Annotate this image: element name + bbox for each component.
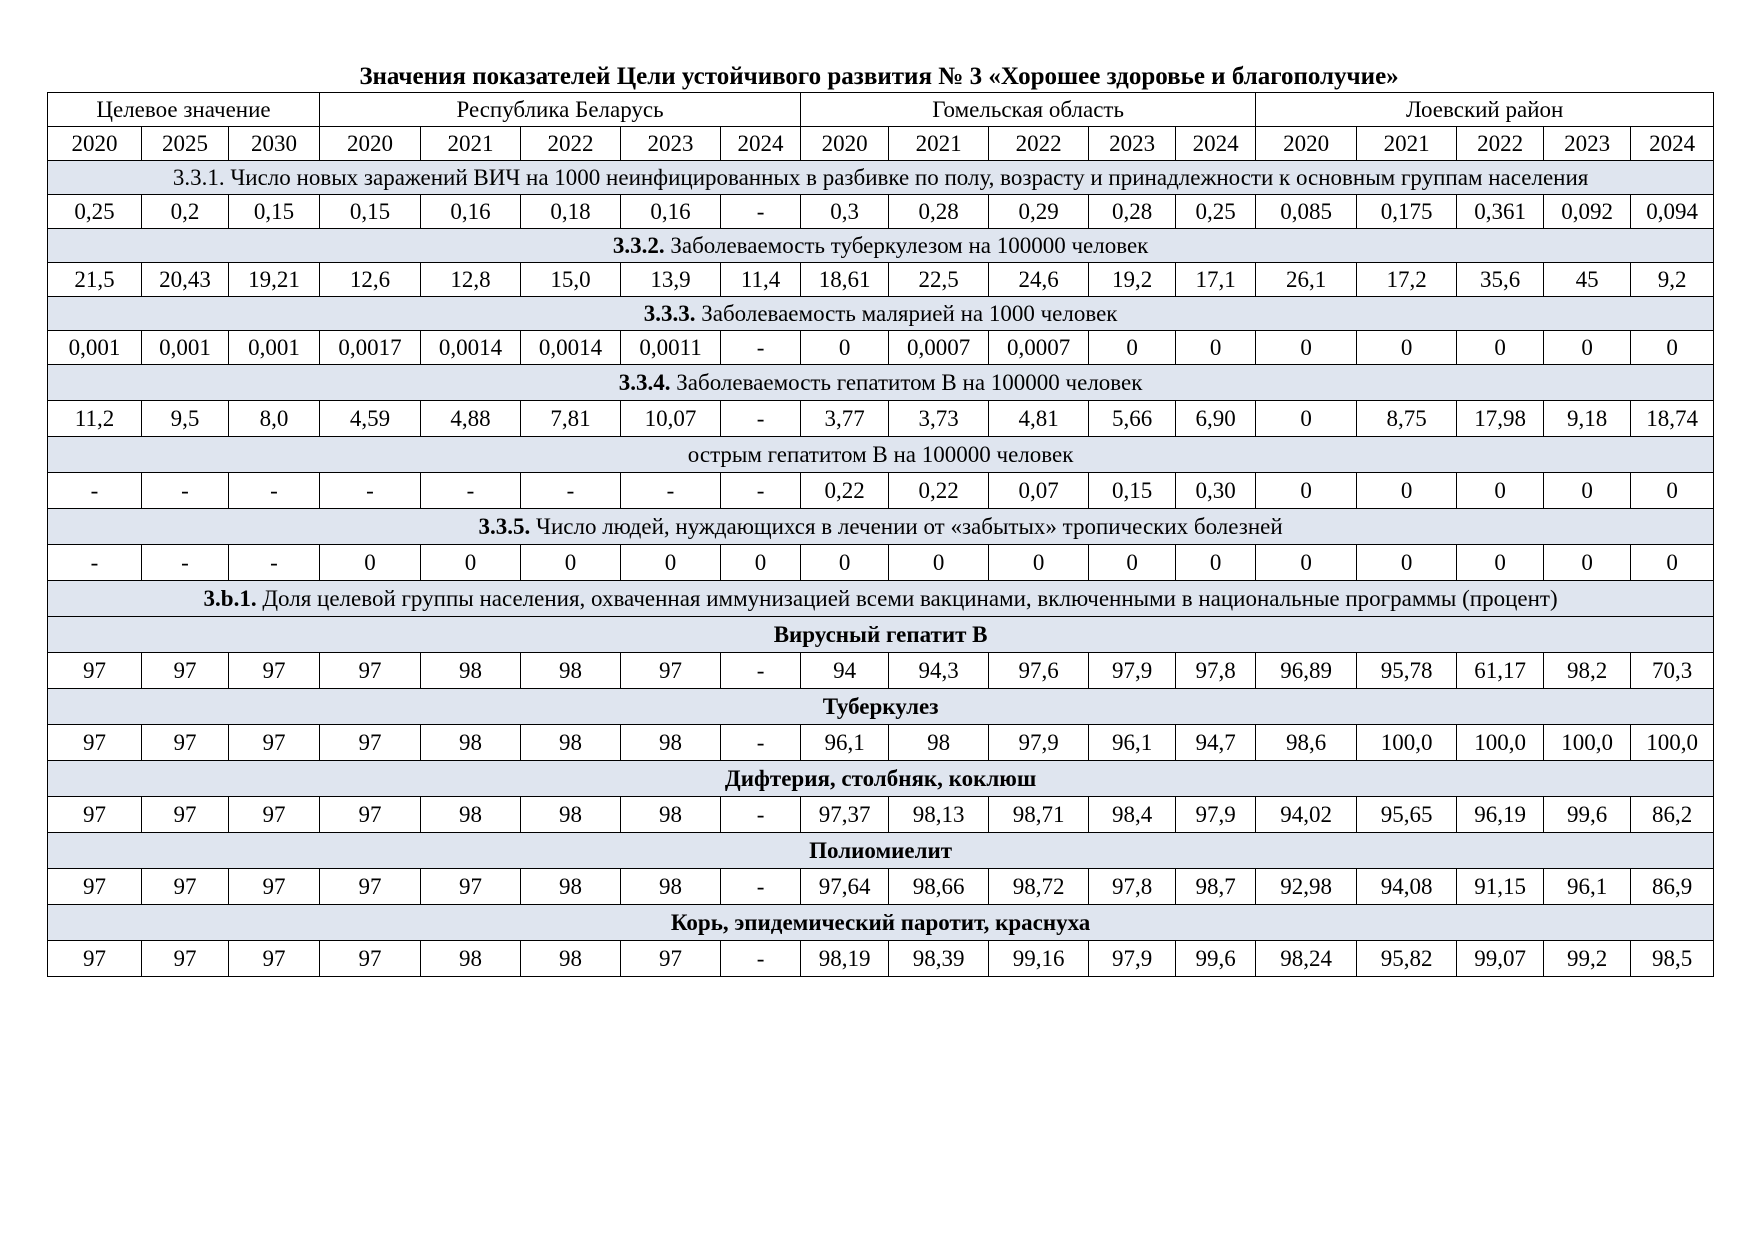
value-cell: 97 bbox=[229, 797, 320, 833]
value-cell: 17,1 bbox=[1176, 263, 1256, 297]
value-cell: 4,81 bbox=[989, 401, 1089, 437]
group-header: Целевое значение bbox=[48, 93, 320, 127]
value-cell: 97 bbox=[48, 797, 142, 833]
value-cell: 22,5 bbox=[889, 263, 989, 297]
value-cell: - bbox=[621, 473, 721, 509]
value-row bbox=[48, 195, 1714, 229]
indicator-text: Заболеваемость малярией на 1000 человек bbox=[695, 300, 1118, 326]
value-cell: 98 bbox=[521, 725, 621, 761]
section-heading bbox=[48, 297, 1714, 331]
value-cell: 0,2 bbox=[142, 195, 229, 229]
value-cell: - bbox=[142, 473, 229, 509]
section-row bbox=[48, 833, 1714, 869]
group-header: Лоевский район bbox=[1256, 93, 1714, 127]
value-cell: 21,5 bbox=[48, 263, 142, 297]
value-cell: 17,98 bbox=[1457, 401, 1544, 437]
indicator-code: 3.3.3. bbox=[643, 300, 696, 326]
value-cell: 45 bbox=[1544, 263, 1631, 297]
value-cell: 20,43 bbox=[142, 263, 229, 297]
value-cell: 0,29 bbox=[989, 195, 1089, 229]
value-cell: 3,77 bbox=[801, 401, 889, 437]
value-cell: 99,16 bbox=[989, 941, 1089, 977]
value-row bbox=[48, 545, 1714, 581]
value-cell: 8,75 bbox=[1357, 401, 1457, 437]
value-cell: 0 bbox=[721, 545, 801, 581]
value-cell: 11,4 bbox=[721, 263, 801, 297]
value-cell: 97,64 bbox=[801, 869, 889, 905]
value-cell: - bbox=[521, 473, 621, 509]
value-cell: 0,085 bbox=[1256, 195, 1357, 229]
value-cell: 0,3 bbox=[801, 195, 889, 229]
value-cell: 61,17 bbox=[1457, 653, 1544, 689]
value-cell: 0,15 bbox=[229, 195, 320, 229]
value-cell: 0,25 bbox=[1176, 195, 1256, 229]
value-cell: 98 bbox=[521, 869, 621, 905]
value-cell: 0 bbox=[320, 545, 421, 581]
section-heading bbox=[48, 509, 1714, 545]
indicator-code: 3.3.5. bbox=[478, 513, 531, 539]
value-row bbox=[48, 653, 1714, 689]
value-cell: 86,9 bbox=[1631, 869, 1714, 905]
value-cell: 95,65 bbox=[1357, 797, 1457, 833]
year-header: 2022 bbox=[521, 127, 621, 161]
value-row bbox=[48, 797, 1714, 833]
indicator-text: Заболеваемость гепатитом В на 100000 человек bbox=[670, 369, 1143, 395]
indicator-code: 3.3.2. bbox=[612, 232, 665, 258]
year-header: 2021 bbox=[1357, 127, 1457, 161]
value-cell: 19,21 bbox=[229, 263, 320, 297]
value-cell: 99,07 bbox=[1457, 941, 1544, 977]
value-cell: 98,19 bbox=[801, 941, 889, 977]
section-row bbox=[48, 229, 1714, 263]
value-cell: 0,22 bbox=[889, 473, 989, 509]
value-cell: 97 bbox=[320, 797, 421, 833]
value-cell: 98 bbox=[421, 941, 521, 977]
value-cell: 98,66 bbox=[889, 869, 989, 905]
value-cell: 0 bbox=[521, 545, 621, 581]
value-cell: 97 bbox=[142, 797, 229, 833]
value-cell: 11,2 bbox=[48, 401, 142, 437]
value-cell: 97 bbox=[229, 941, 320, 977]
value-cell: 0 bbox=[1256, 401, 1357, 437]
value-cell: 26,1 bbox=[1256, 263, 1357, 297]
value-cell: 100,0 bbox=[1544, 725, 1631, 761]
value-cell: 94,7 bbox=[1176, 725, 1256, 761]
year-header: 2030 bbox=[229, 127, 320, 161]
value-cell: 97,9 bbox=[1176, 797, 1256, 833]
value-cell: 97 bbox=[229, 869, 320, 905]
value-cell: 100,0 bbox=[1457, 725, 1544, 761]
value-cell: 96,1 bbox=[1089, 725, 1176, 761]
section-heading bbox=[48, 581, 1714, 617]
value-cell: 0 bbox=[1256, 331, 1357, 365]
indicator-text: Заболеваемость туберкулезом на 100000 человек bbox=[664, 232, 1149, 258]
value-cell: 98,6 bbox=[1256, 725, 1357, 761]
value-cell: 97,37 bbox=[801, 797, 889, 833]
value-cell: 98,4 bbox=[1089, 797, 1176, 833]
value-cell: 86,2 bbox=[1631, 797, 1714, 833]
value-cell: 94,02 bbox=[1256, 797, 1357, 833]
value-cell: 0 bbox=[1176, 331, 1256, 365]
value-cell: 97 bbox=[320, 869, 421, 905]
section-row bbox=[48, 437, 1714, 473]
value-cell: 17,2 bbox=[1357, 263, 1457, 297]
year-header: 2020 bbox=[48, 127, 142, 161]
value-cell: - bbox=[229, 473, 320, 509]
value-cell: 0 bbox=[621, 545, 721, 581]
value-cell: - bbox=[142, 545, 229, 581]
year-header: 2024 bbox=[1176, 127, 1256, 161]
value-cell: - bbox=[721, 195, 801, 229]
value-cell: 0,25 bbox=[48, 195, 142, 229]
value-cell: 98,2 bbox=[1544, 653, 1631, 689]
value-cell: 97,6 bbox=[989, 653, 1089, 689]
year-header: 2022 bbox=[989, 127, 1089, 161]
indicator-text: Полиомиелит bbox=[809, 837, 953, 863]
value-cell: 98 bbox=[621, 797, 721, 833]
value-cell: 7,81 bbox=[521, 401, 621, 437]
value-cell: 97 bbox=[48, 725, 142, 761]
value-row bbox=[48, 473, 1714, 509]
value-cell: 97 bbox=[320, 941, 421, 977]
value-cell: 18,61 bbox=[801, 263, 889, 297]
year-header: 2023 bbox=[1544, 127, 1631, 161]
value-cell: - bbox=[721, 941, 801, 977]
value-cell: 0,15 bbox=[320, 195, 421, 229]
value-cell: 92,98 bbox=[1256, 869, 1357, 905]
value-cell: 0 bbox=[801, 545, 889, 581]
value-cell: 98,71 bbox=[989, 797, 1089, 833]
value-cell: 96,89 bbox=[1256, 653, 1357, 689]
value-cell: 95,82 bbox=[1357, 941, 1457, 977]
value-cell: 99,6 bbox=[1176, 941, 1256, 977]
value-cell: 0 bbox=[1457, 331, 1544, 365]
section-heading bbox=[48, 905, 1714, 941]
indicator-text: Число людей, нуждающихся в лечении от «забытых» тропических болезней bbox=[530, 513, 1283, 539]
value-cell: 0,001 bbox=[142, 331, 229, 365]
section-row bbox=[48, 161, 1714, 195]
value-cell: 0 bbox=[1631, 331, 1714, 365]
year-header: 2020 bbox=[320, 127, 421, 161]
value-cell: 0,30 bbox=[1176, 473, 1256, 509]
value-cell: - bbox=[721, 725, 801, 761]
value-cell: 24,6 bbox=[989, 263, 1089, 297]
value-cell: 0 bbox=[1457, 545, 1544, 581]
value-cell: 100,0 bbox=[1631, 725, 1714, 761]
section-row bbox=[48, 905, 1714, 941]
value-cell: 97 bbox=[142, 941, 229, 977]
value-cell: 0,001 bbox=[48, 331, 142, 365]
value-cell: 98,24 bbox=[1256, 941, 1357, 977]
value-cell: 0 bbox=[1631, 545, 1714, 581]
value-cell: 95,78 bbox=[1357, 653, 1457, 689]
value-row bbox=[48, 869, 1714, 905]
value-cell: 98,5 bbox=[1631, 941, 1714, 977]
value-cell: - bbox=[721, 869, 801, 905]
value-row bbox=[48, 331, 1714, 365]
value-cell: 0 bbox=[1631, 473, 1714, 509]
value-cell: 0 bbox=[1357, 545, 1457, 581]
section-heading bbox=[48, 161, 1714, 195]
value-cell: 96,19 bbox=[1457, 797, 1544, 833]
value-cell: 98 bbox=[889, 725, 989, 761]
indicator-text: Дифтерия, столбняк, коклюш bbox=[724, 765, 1037, 791]
value-cell: 98 bbox=[421, 653, 521, 689]
indicator-code: 3.3.4. bbox=[618, 369, 671, 395]
value-cell: 97 bbox=[229, 725, 320, 761]
value-cell: 19,2 bbox=[1089, 263, 1176, 297]
value-cell: 91,15 bbox=[1457, 869, 1544, 905]
value-cell: 0,16 bbox=[621, 195, 721, 229]
value-cell: 98 bbox=[521, 653, 621, 689]
value-cell: 98,13 bbox=[889, 797, 989, 833]
year-header: 2023 bbox=[1089, 127, 1176, 161]
value-cell: 12,8 bbox=[421, 263, 521, 297]
indicator-text: Корь, эпидемический паротит, краснуха bbox=[670, 909, 1091, 935]
value-cell: 0,175 bbox=[1357, 195, 1457, 229]
value-cell: 0,092 bbox=[1544, 195, 1631, 229]
value-cell: 94,08 bbox=[1357, 869, 1457, 905]
value-cell: 97 bbox=[48, 653, 142, 689]
section-row bbox=[48, 365, 1714, 401]
value-cell: 0 bbox=[1089, 331, 1176, 365]
value-cell: 97 bbox=[421, 869, 521, 905]
value-cell: - bbox=[721, 797, 801, 833]
group-header: Республика Беларусь bbox=[320, 93, 801, 127]
value-cell: 97,9 bbox=[1089, 653, 1176, 689]
section-heading bbox=[48, 833, 1714, 869]
value-cell: 9,2 bbox=[1631, 263, 1714, 297]
value-cell: - bbox=[421, 473, 521, 509]
value-row bbox=[48, 725, 1714, 761]
value-cell: 0,0017 bbox=[320, 331, 421, 365]
value-cell: 98 bbox=[621, 869, 721, 905]
value-cell: 18,74 bbox=[1631, 401, 1714, 437]
value-cell: 97,8 bbox=[1089, 869, 1176, 905]
value-cell: 99,2 bbox=[1544, 941, 1631, 977]
value-cell: 97 bbox=[320, 653, 421, 689]
year-header: 2024 bbox=[1631, 127, 1714, 161]
value-cell: 0,15 bbox=[1089, 473, 1176, 509]
value-cell: 0 bbox=[801, 331, 889, 365]
value-cell: 9,5 bbox=[142, 401, 229, 437]
value-cell: 98,7 bbox=[1176, 869, 1256, 905]
value-cell: 94,3 bbox=[889, 653, 989, 689]
value-cell: 97,9 bbox=[989, 725, 1089, 761]
value-cell: 0 bbox=[1357, 473, 1457, 509]
value-cell: 98,39 bbox=[889, 941, 989, 977]
value-cell: 0 bbox=[989, 545, 1089, 581]
value-cell: 98 bbox=[621, 725, 721, 761]
value-cell: - bbox=[721, 331, 801, 365]
value-cell: 96,1 bbox=[1544, 869, 1631, 905]
value-cell: 13,9 bbox=[621, 263, 721, 297]
section-heading bbox=[48, 229, 1714, 263]
indicator-text: острым гепатитом В на 100000 человек bbox=[687, 441, 1074, 467]
value-cell: 6,90 bbox=[1176, 401, 1256, 437]
year-header: 2025 bbox=[142, 127, 229, 161]
section-heading bbox=[48, 761, 1714, 797]
value-cell: 97 bbox=[229, 653, 320, 689]
group-header-row bbox=[48, 93, 1714, 127]
value-cell: 0 bbox=[1544, 545, 1631, 581]
value-cell: 0,0007 bbox=[889, 331, 989, 365]
value-cell: 98 bbox=[421, 797, 521, 833]
value-cell: 9,18 bbox=[1544, 401, 1631, 437]
value-cell: 35,6 bbox=[1457, 263, 1544, 297]
value-cell: 97,8 bbox=[1176, 653, 1256, 689]
section-row bbox=[48, 617, 1714, 653]
value-cell: 0,28 bbox=[1089, 195, 1176, 229]
value-cell: 100,0 bbox=[1357, 725, 1457, 761]
value-cell: 0 bbox=[1256, 473, 1357, 509]
value-cell: - bbox=[721, 401, 801, 437]
value-row bbox=[48, 941, 1714, 977]
section-row bbox=[48, 689, 1714, 725]
value-cell: 0,18 bbox=[521, 195, 621, 229]
value-cell: 15,0 bbox=[521, 263, 621, 297]
indicator-text: Число новых заражений ВИЧ на 1000 неинфицированных в разбивке по полу, возрасту и принадлежности к основным группам населения bbox=[224, 164, 1589, 190]
value-cell: 0 bbox=[889, 545, 989, 581]
value-cell: 0,094 bbox=[1631, 195, 1714, 229]
value-cell: 70,3 bbox=[1631, 653, 1714, 689]
table-title: Значения показателей Цели устойчивого развития № 3 «Хорошее здоровье и благополучие» bbox=[359, 63, 1399, 90]
value-cell: 4,59 bbox=[320, 401, 421, 437]
section-row bbox=[48, 761, 1714, 797]
value-cell: 12,6 bbox=[320, 263, 421, 297]
year-header: 2020 bbox=[801, 127, 889, 161]
section-heading bbox=[48, 689, 1714, 725]
value-row bbox=[48, 263, 1714, 297]
section-row bbox=[48, 297, 1714, 331]
value-cell: 0 bbox=[421, 545, 521, 581]
year-header: 2024 bbox=[721, 127, 801, 161]
section-heading bbox=[48, 437, 1714, 473]
value-cell: 3,73 bbox=[889, 401, 989, 437]
indicator-code: 3.b.1. bbox=[203, 585, 257, 611]
value-cell: 98,72 bbox=[989, 869, 1089, 905]
value-cell: 98 bbox=[421, 725, 521, 761]
value-cell: - bbox=[320, 473, 421, 509]
value-cell: 98 bbox=[521, 941, 621, 977]
value-cell: 0,16 bbox=[421, 195, 521, 229]
value-cell: 0,361 bbox=[1457, 195, 1544, 229]
value-cell: 0,22 bbox=[801, 473, 889, 509]
indicator-text: Туберкулез bbox=[822, 693, 939, 719]
value-cell: - bbox=[229, 545, 320, 581]
group-header: Гомельская область bbox=[801, 93, 1256, 127]
value-cell: 97 bbox=[621, 653, 721, 689]
section-row bbox=[48, 581, 1714, 617]
section-heading bbox=[48, 365, 1714, 401]
year-header: 2020 bbox=[1256, 127, 1357, 161]
indicator-text: Вирусный гепатит В bbox=[773, 621, 988, 647]
indicator-code: 3.3.1. bbox=[172, 164, 225, 190]
value-cell: 0,0014 bbox=[521, 331, 621, 365]
value-cell: 0,0007 bbox=[989, 331, 1089, 365]
year-header: 2022 bbox=[1457, 127, 1544, 161]
section-row bbox=[48, 509, 1714, 545]
value-cell: 10,07 bbox=[621, 401, 721, 437]
value-cell: 0 bbox=[1176, 545, 1256, 581]
value-cell: 97 bbox=[142, 725, 229, 761]
value-cell: 99,6 bbox=[1544, 797, 1631, 833]
value-cell: 97 bbox=[621, 941, 721, 977]
value-cell: 0 bbox=[1357, 331, 1457, 365]
value-cell: 0 bbox=[1256, 545, 1357, 581]
value-cell: 97 bbox=[48, 869, 142, 905]
value-cell: - bbox=[721, 653, 801, 689]
value-cell: 97 bbox=[320, 725, 421, 761]
value-cell: 98 bbox=[521, 797, 621, 833]
value-cell: 0,001 bbox=[229, 331, 320, 365]
year-header: 2021 bbox=[421, 127, 521, 161]
value-cell: 0 bbox=[1544, 473, 1631, 509]
value-cell: 97,9 bbox=[1089, 941, 1176, 977]
value-cell: - bbox=[721, 473, 801, 509]
value-cell: 0,28 bbox=[889, 195, 989, 229]
value-cell: 0 bbox=[1544, 331, 1631, 365]
value-cell: 0 bbox=[1089, 545, 1176, 581]
value-cell: 94 bbox=[801, 653, 889, 689]
value-cell: 8,0 bbox=[229, 401, 320, 437]
value-cell: 4,88 bbox=[421, 401, 521, 437]
value-cell: 0 bbox=[1457, 473, 1544, 509]
year-header-row bbox=[48, 127, 1714, 161]
year-header: 2021 bbox=[889, 127, 989, 161]
indicator-text: Доля целевой группы населения, охваченная иммунизацией всеми вакцинами, включенными в национальные программы (процент) bbox=[256, 585, 1558, 611]
value-cell: 96,1 bbox=[801, 725, 889, 761]
value-row bbox=[48, 401, 1714, 437]
indicators-table bbox=[47, 92, 1714, 977]
value-cell: 0,0014 bbox=[421, 331, 521, 365]
value-cell: 97 bbox=[48, 941, 142, 977]
value-cell: 97 bbox=[142, 869, 229, 905]
year-header: 2023 bbox=[621, 127, 721, 161]
value-cell: - bbox=[48, 545, 142, 581]
section-heading bbox=[48, 617, 1714, 653]
value-cell: 0,07 bbox=[989, 473, 1089, 509]
value-cell: 0,0011 bbox=[621, 331, 721, 365]
value-cell: 97 bbox=[142, 653, 229, 689]
value-cell: - bbox=[48, 473, 142, 509]
value-cell: 5,66 bbox=[1089, 401, 1176, 437]
